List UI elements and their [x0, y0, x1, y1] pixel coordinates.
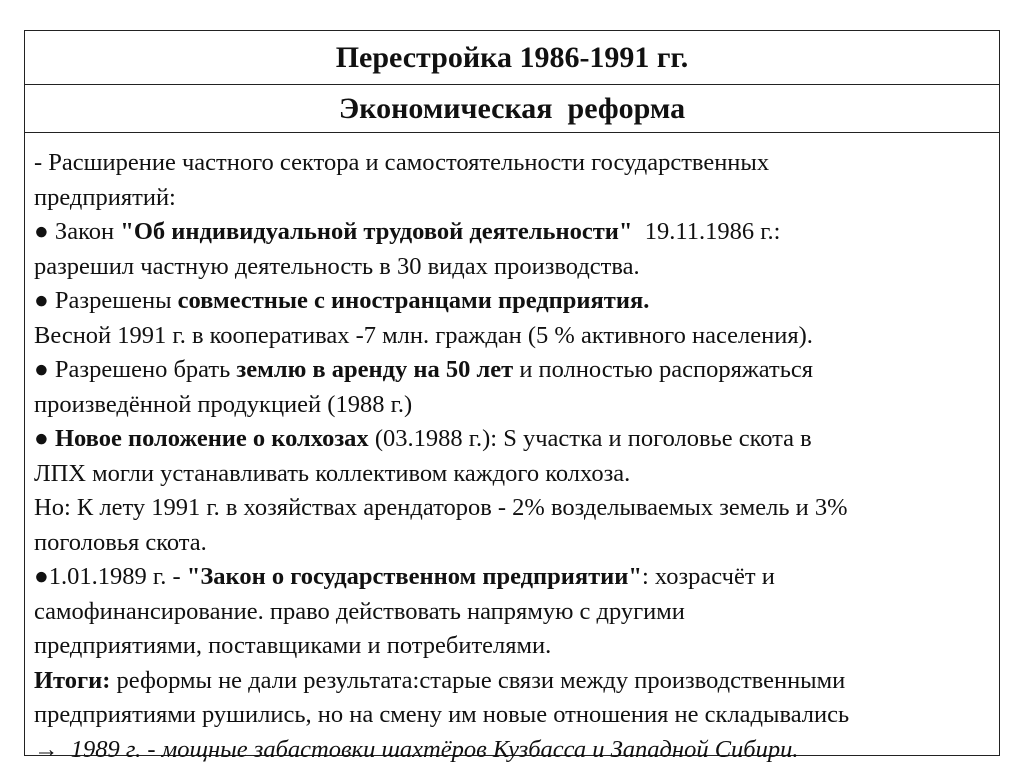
law-name-state-enterprise: "Закон о государственном предприятии" — [186, 563, 642, 590]
text-fragment: ● Разрешены — [34, 287, 178, 314]
text-line — [34, 319, 989, 354]
page-title: Перестройка 1986-1991 гг. — [335, 40, 689, 74]
text-fragment: предприятий: — [34, 183, 176, 211]
text-line — [34, 664, 989, 699]
text-line — [34, 215, 989, 250]
text-fragment: : хозрасчёт и — [642, 563, 775, 590]
text-fragment: ● — [34, 425, 55, 452]
text-line — [34, 284, 989, 319]
text-fragment: Весной 1991 г. в кооперативах -7 млн. граждан (5 % активного населения). — [34, 321, 813, 349]
text-fragment: ● Закон — [34, 218, 121, 245]
arrow-icon: → — [34, 735, 71, 763]
joint-ventures-highlight: совместные с иностранцами предприятия. — [177, 287, 650, 314]
results-label: Итоги: — [34, 666, 111, 694]
text-fragment: - Расширение частного сектора и самостоятельности государственных — [34, 149, 770, 176]
text-fragment: ●1.01.1989 г. - — [34, 563, 187, 590]
land-lease-highlight: землю в аренду на 50 лет — [236, 356, 514, 383]
text-line — [34, 733, 989, 767]
subtitle-row — [25, 85, 999, 133]
strikes-note: 1989 г. - мощные забастовки шахтёров Кузбасса и Западной Сибири. — [70, 735, 799, 763]
text-fragment: и полностью распоряжаться — [513, 356, 814, 383]
text-fragment: предприятиями, поставщиками и потребителями. — [34, 632, 552, 659]
text-fragment: самофинансирование. право действовать напрямую с другими — [34, 597, 685, 625]
text-line — [34, 146, 989, 181]
law-name-individual-labor: "Об индивидуальной трудовой деятельности" — [120, 218, 633, 245]
text-line — [34, 181, 989, 216]
text-fragment: разрешил частную деятельность в 30 видах производства. — [34, 252, 640, 280]
text-line — [34, 526, 989, 561]
text-line — [34, 560, 989, 595]
text-line — [34, 629, 989, 664]
text-line — [34, 353, 989, 388]
content-table — [24, 30, 1000, 763]
kolkhoz-regulation-highlight: Новое положение о колхозах — [54, 425, 369, 452]
text-fragment: ● Разрешено брать — [34, 356, 237, 383]
text-line — [34, 250, 989, 285]
text-fragment: предприятиями рушились, но на смену им новые отношения не складывались — [34, 701, 850, 728]
text-fragment: 19.11.1986 г.: — [632, 218, 781, 245]
text-line — [34, 595, 989, 630]
text-fragment: ЛПХ могли устанавливать коллективом каждого колхоза. — [34, 459, 631, 487]
section-subtitle: Экономическая реформа — [338, 91, 686, 125]
body-text — [25, 133, 999, 767]
text-line — [34, 422, 989, 457]
text-line — [34, 457, 989, 492]
title-row — [25, 31, 999, 85]
text-fragment: произведённой продукцией (1988 г.) — [34, 390, 413, 418]
text-line — [34, 491, 989, 526]
text-line — [34, 388, 989, 423]
text-fragment: поголовья скота. — [34, 528, 207, 556]
text-line — [34, 698, 989, 733]
text-fragment: Но: К лету 1991 г. в хозяйствах арендаторов - 2% возделываемых земель и 3% — [34, 494, 848, 521]
text-fragment: (03.1988 г.): S участка и поголовье скота в — [368, 425, 812, 452]
text-fragment: реформы не дали результата:старые связи между производственными — [110, 666, 846, 694]
